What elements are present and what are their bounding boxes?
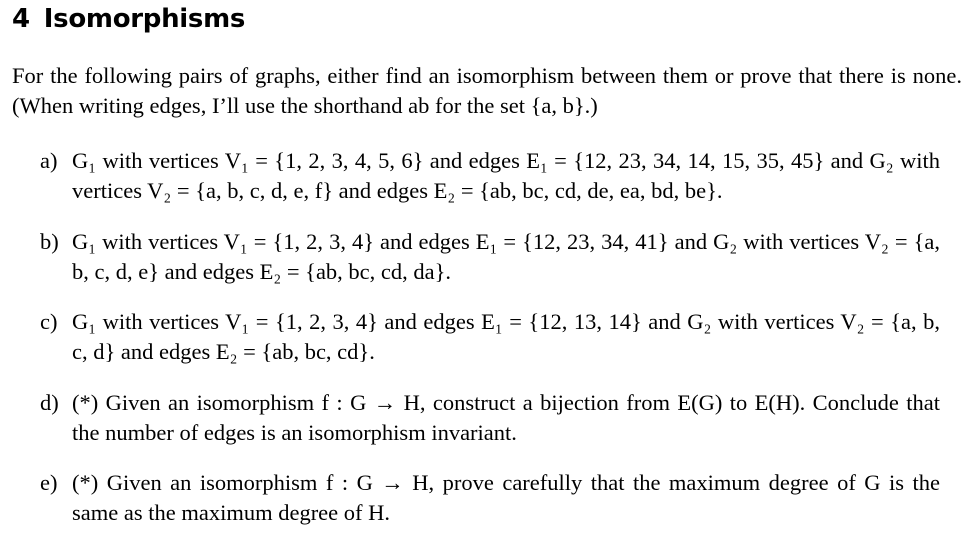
problem-item bbox=[40, 388, 940, 448]
problem-text: (*) Given an isomorphism f : G → H, construct a bijection from E(G) to E(H). Conclude that the number of edges is an isomorphism invariant. bbox=[72, 390, 940, 445]
problem-item bbox=[40, 146, 940, 206]
intro-paragraph: For the following pairs of graphs, either find an isomorphism between them or prove that there is none. (When writing edges, I’ll use the shorthand ab for the set {a, b}.) bbox=[12, 63, 962, 118]
problem-item bbox=[40, 307, 940, 367]
problem-label: c) bbox=[40, 309, 58, 334]
section-title-text: Isomorphisms bbox=[43, 4, 246, 34]
problem-label: d) bbox=[40, 390, 59, 415]
problem-item bbox=[40, 468, 940, 528]
problem-item bbox=[40, 227, 940, 287]
problem-text: G₁ with vertices V₁ = {1, 2, 3, 4, 5, 6} and edges E₁ = {12, 23, 34, 14, 15, 35, 45} and G₂ with vertices V₂ = {a, b, c, d, e, f} and edges E₂ = {ab, bc, cd, de, ea, bd, be}. bbox=[72, 148, 940, 203]
problem-text: G₁ with vertices V₁ = {1, 2, 3, 4} and edges E₁ = {12, 23, 34, 41} and G₂ with vertices V₂ = {a, b, c, d, e} and edges E₂ = {ab, bc, cd, da}. bbox=[72, 229, 940, 284]
problem-text: G₁ with vertices V₁ = {1, 2, 3, 4} and edges E₁ = {12, 13, 14} and G₂ with vertices V₂ = {a, b, c, d} and edges E₂ = {ab, bc, cd}. bbox=[72, 309, 940, 364]
problem-label: a) bbox=[40, 148, 58, 173]
section-title bbox=[12, 2, 245, 36]
section-number: 4 bbox=[12, 4, 30, 34]
problem-label: e) bbox=[40, 470, 58, 495]
problem-text: (*) Given an isomorphism f : G → H, prove carefully that the maximum degree of G is the same as the maximum degree of H. bbox=[72, 470, 940, 525]
problem-label: b) bbox=[40, 229, 59, 254]
